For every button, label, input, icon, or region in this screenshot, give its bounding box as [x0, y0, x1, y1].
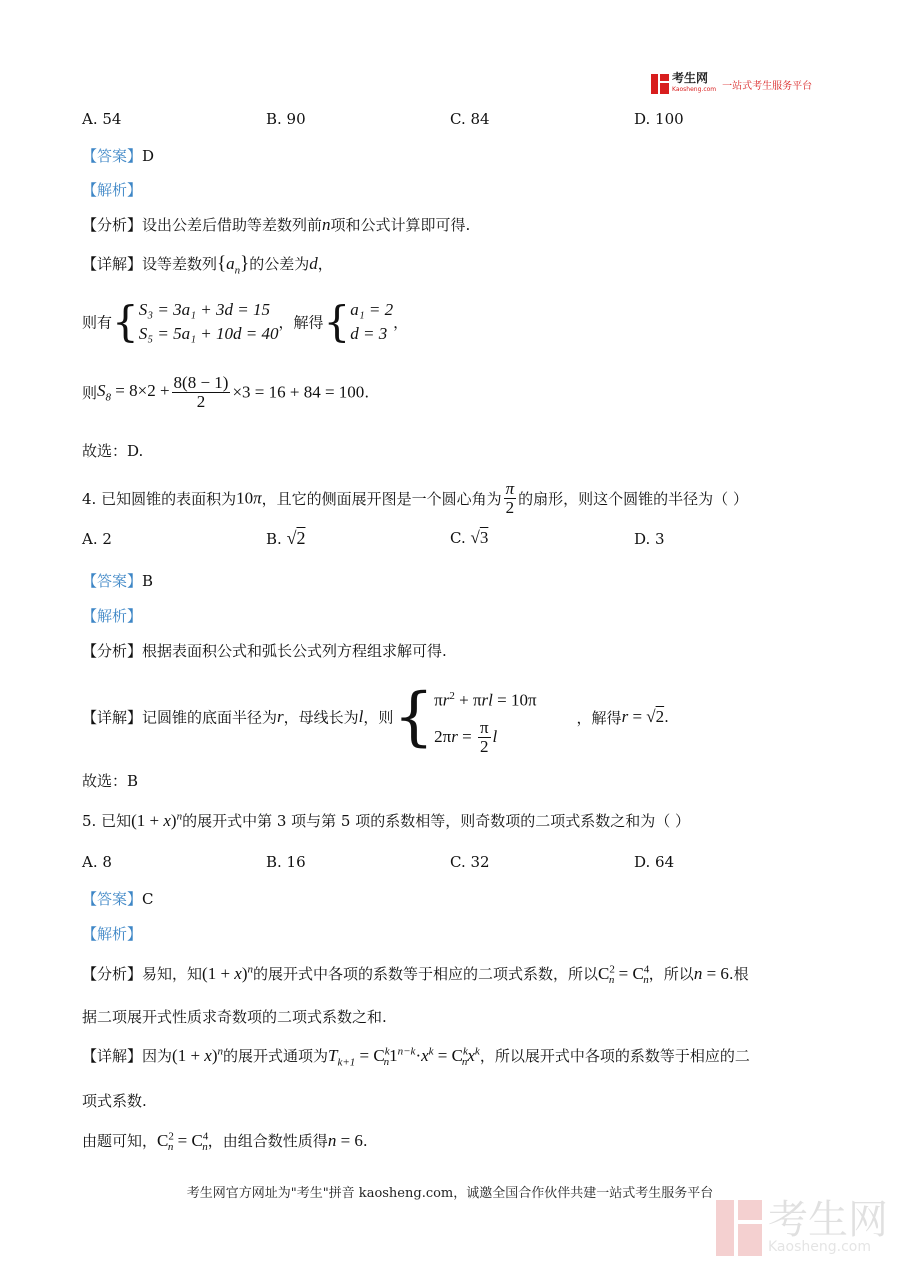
q3-system: 则有{ S₃ = 3a₁ + 3d = 15 S₅ = 5a₁ + 10d = 40 ，解得{ a₁ = 2 d = 3 ，	[82, 297, 409, 346]
q3-analysis-tag: 【解析】	[82, 181, 143, 199]
q5-analysis-tag: 【解析】	[82, 925, 143, 943]
q5-last: 由题可知，$C^2_n = C^4_n$，由组合数性质得n = 6.	[82, 1130, 368, 1154]
q4-option-a: A. 2	[82, 530, 112, 548]
q3-choose: 故选：D.	[82, 442, 144, 460]
q3-fenxi: 【分析】设出公差后借助等差数列前n项和公式计算即可得.	[82, 215, 471, 234]
q5-xiangjie-line2: 项式系数.	[82, 1092, 147, 1110]
q3-s8: 则$S_8 = 8\times 2$ + $\frac{8(8 - 1)}{2}$ ×3 = 16 + 84 = 100.	[82, 373, 370, 411]
watermark-sub: Kaosheng.com	[768, 1239, 871, 1255]
q4-choose: 故选：B	[82, 772, 139, 790]
q5-fenxi-line2: 据二项展开式性质求奇数项的二项式系数之和.	[82, 1008, 387, 1026]
logo-mark-icon	[651, 74, 669, 94]
q3-answer: 【答案】D	[82, 147, 155, 165]
q5-option-c: C. 32	[450, 853, 490, 871]
q5-option-b: B. 16	[266, 853, 306, 871]
watermark-text: 考生网	[768, 1197, 888, 1243]
page-footer: 考生网官方网址为"考生"拼音 kaosheng.com，诚邀全国合作伙伴共建一站式考生服务平台	[186, 1186, 714, 1201]
q4-answer: 【答案】B	[82, 572, 154, 590]
q5-option-a: A. 8	[82, 853, 112, 871]
watermark-mark-icon	[716, 1200, 762, 1256]
q5-answer: 【答案】C	[82, 890, 154, 908]
q4-option-d: D. 3	[634, 530, 665, 548]
q3-option-a: A. 54	[82, 110, 122, 128]
q3-option-b: B. 90	[266, 110, 306, 128]
q4-xiangjie: 【详解】记圆锥的底面半径为r，母线长为l，则{ $\pi r^2 + \pi rl = 10\pi$ 2πr = $\frac{\pi}{2}$ l ，解得r = √2.	[82, 680, 669, 757]
q4-option-c: C. √3	[450, 528, 489, 547]
q4-fenxi: 【分析】根据表面积公式和弧长公式列方程组求解可得.	[82, 642, 447, 660]
logo-sub: Kaosheng.com	[672, 86, 717, 93]
header-logo	[651, 72, 812, 96]
q5-xiangjie: 【详解】因为$(1 + x)^n$的展开式通项为$T_{k+1} = C^k_n1^{n-k}\cdot x^k = C^k_nx^k$，所以展开式中各项的系数等于相应的二	[82, 1045, 750, 1069]
q3-option-d: D. 100	[634, 110, 684, 128]
logo-slogan: 一站式考生服务平台	[722, 80, 813, 92]
q5-stem: 5. 已知$(1 + x)^n$的展开式中第 3 项与第 5 项的系数相等，则奇数项的二项式系数之和为（ ）	[82, 810, 690, 830]
q4-analysis-tag: 【解析】	[82, 607, 143, 625]
watermark	[716, 1197, 888, 1256]
q5-option-d: D. 64	[634, 853, 675, 871]
q4-stem: 4. 已知圆锥的表面积为10π，且它的侧面展开图是一个圆心角为 $\frac{\pi}{2}$ 的扇形，则这个圆锥的半径为（ ）	[82, 479, 748, 517]
q5-fenxi: 【分析】易知，知$(1 + x)^n$的展开式中各项的系数等于相应的二项式系数，所以$C^2_n = C^4_n$，所以n = 6.根	[82, 963, 749, 987]
q4-option-b: B. √2	[266, 528, 306, 548]
logo-text: 考生网	[672, 71, 709, 85]
q3-xiangjie: 【详解】设等差数列$\{a_n\}$的公差为d，	[82, 253, 333, 277]
q3-option-c: C. 84	[450, 110, 490, 128]
